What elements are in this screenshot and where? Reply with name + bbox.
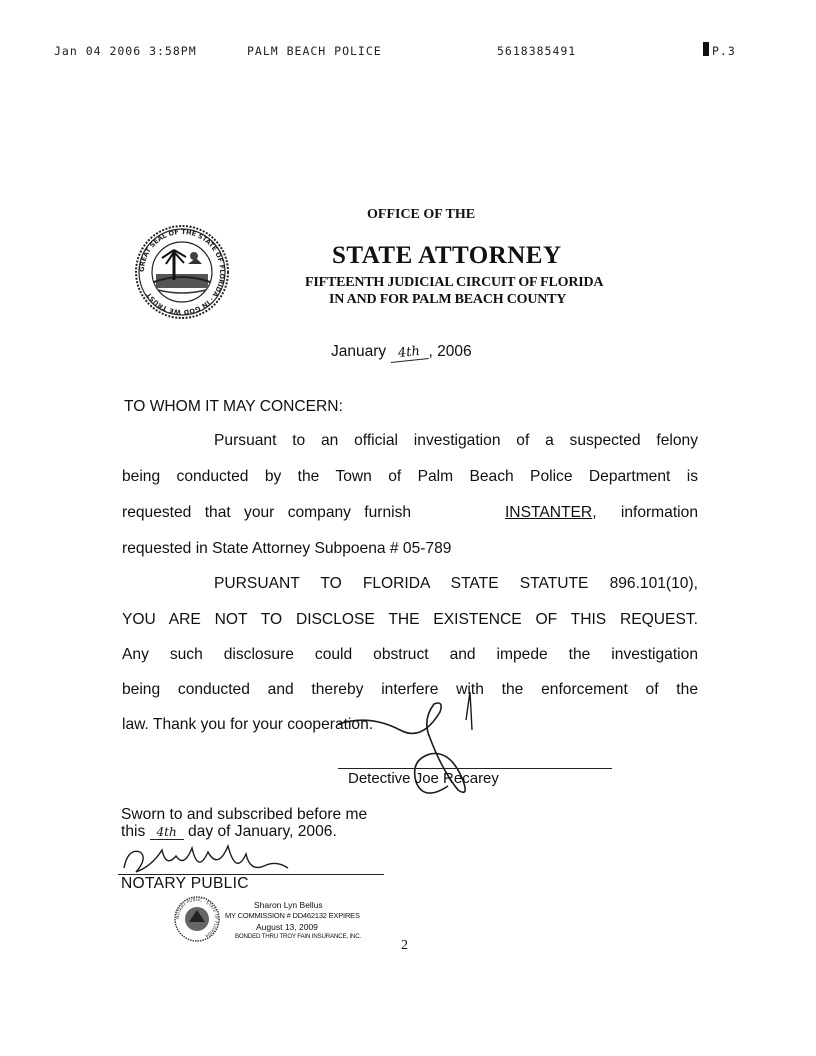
detective-signature-scribble: [330, 690, 490, 810]
p1-line-3a: requested that your company furnish: [122, 504, 412, 521]
salutation: TO WHOM IT MAY CONCERN:: [124, 398, 343, 415]
fax-datetime: Jan 04 2006 3:58PM: [54, 44, 197, 58]
svg-text:GREAT SEAL OF THE STATE OF FLO: [138, 228, 226, 316]
letterhead-circuit: FIFTEENTH JUDICIAL CIRCUIT OF FLORIDA: [305, 275, 604, 290]
p1-line-4: requested in State Attorney Subpoena # 05-789: [122, 540, 452, 557]
letterhead-title: STATE ATTORNEY: [332, 242, 562, 269]
stamp-expires: August 13, 2009: [256, 922, 318, 932]
sworn-day-handwritten: 4th: [150, 825, 184, 840]
date-prefix: January: [331, 343, 387, 360]
fax-page: P.3: [712, 44, 736, 58]
p2-line-2-text: YOU ARE NOT TO DISCLOSE THE EXISTENCE OF THIS REQUEST.: [122, 611, 698, 628]
p1-line-2-text: being conducted by the Town of Palm Beach Police Department is: [122, 468, 698, 485]
fax-phone: 5618385491: [497, 44, 577, 58]
signature-line: [338, 768, 612, 769]
seal-ring-text: GREAT SEAL OF THE STATE OF FLORIDA · IN GOD WE TRUST: [137, 227, 227, 317]
state-seal: [134, 224, 230, 320]
p1-line-3b: , information: [592, 504, 698, 521]
p2-line-2: [122, 611, 698, 629]
sworn-line-2a: this: [121, 823, 146, 840]
signature-name: Detective Joe Recarey: [348, 770, 499, 787]
sworn-line-2b: day of January, 2006.: [187, 823, 337, 840]
fax-sender: PALM BEACH POLICE: [247, 44, 382, 58]
p2-line-5: law. Thank you for your cooperation.: [122, 716, 374, 733]
notary-public-label: NOTARY PUBLIC: [121, 875, 249, 892]
p1-line-3: [122, 504, 698, 522]
p2-line-3-text: Any such disclosure could obstruct and impede the investigation: [122, 646, 698, 663]
date-suffix: , 2006: [428, 343, 472, 360]
date-line: [331, 343, 472, 361]
sworn-line-1: Sworn to and subscribed before me: [121, 806, 368, 823]
instanter-text: INSTANTER: [504, 504, 593, 521]
notary-seal-ring-text: NOTARY PUBLIC · STATE OF FLORIDA: [174, 896, 220, 939]
p1-line-1-text: Pursuant to an official investigation of a suspected felony: [214, 432, 698, 449]
p2-line-3: [122, 646, 698, 664]
notary-stamp: [174, 896, 374, 948]
p2-line-4-text: being conducted and thereby interfere with the enforcement of the: [122, 681, 698, 698]
stamp-bonded: BONDED THRU TROY FAIN INSURANCE, INC.: [235, 933, 361, 940]
letterhead-county: IN AND FOR PALM BEACH COUNTY: [329, 292, 567, 307]
fax-page-marker: [703, 42, 709, 56]
date-day-handwritten: 4th: [390, 343, 429, 363]
p2-line-1: [214, 575, 698, 593]
stamp-commission: MY COMMISSION # DD462132 EXPIRES: [225, 911, 360, 920]
p2-line-1-text: PURSUANT TO FLORIDA STATE STATUTE 896.101(10),: [214, 575, 698, 592]
p1-line-3b-wrap: [505, 504, 698, 522]
notary-stamp-seal: [174, 896, 220, 942]
letterhead-office-of: OFFICE OF THE: [367, 207, 476, 222]
page-number: 2: [401, 938, 408, 953]
stamp-name: Sharon Lyn Bellus: [254, 900, 323, 910]
p1-line-2: [122, 468, 698, 486]
p1-line-1: [214, 432, 698, 450]
